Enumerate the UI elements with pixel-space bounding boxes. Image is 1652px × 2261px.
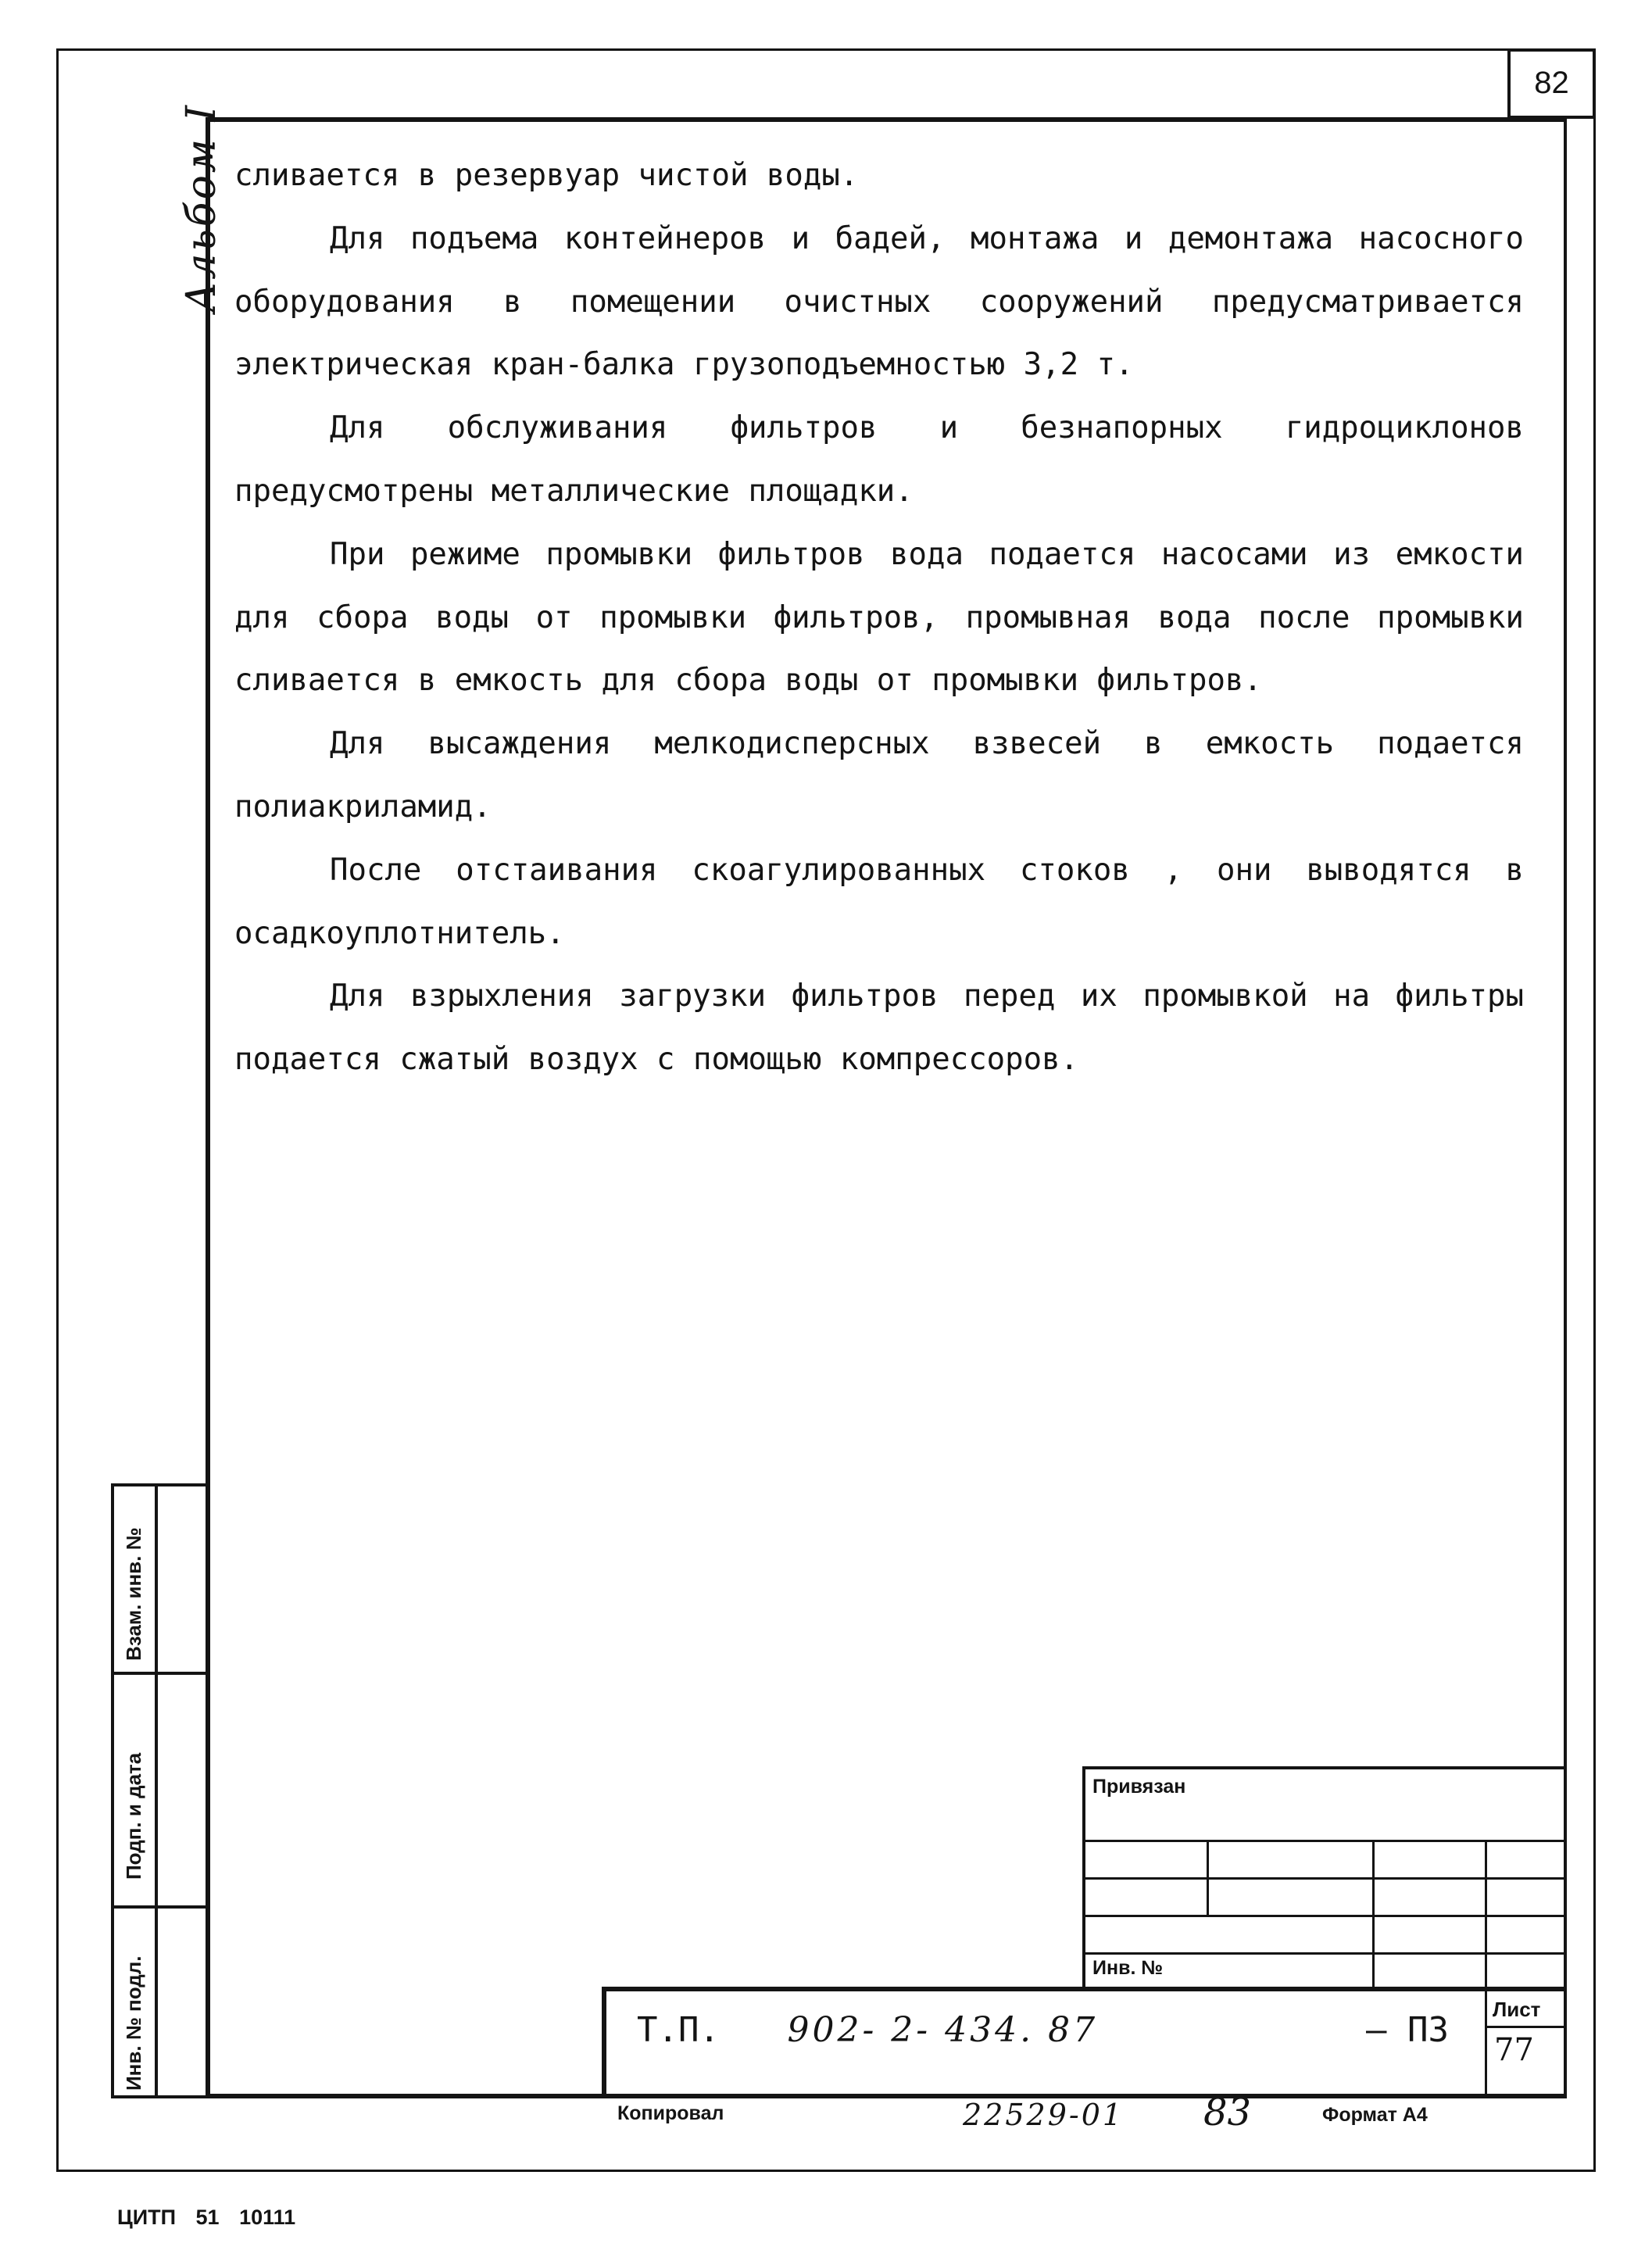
sheet-number: 77 <box>1494 2032 1534 2068</box>
copy-number: 22529-01 <box>963 2098 1125 2132</box>
format-label: Формат А4 <box>1322 2104 1428 2126</box>
title-block-line <box>602 1987 606 2098</box>
designation-number: 902- 2- 434. 87 <box>787 2010 1099 2050</box>
title-block-line <box>1082 1877 1567 1880</box>
title-block-line <box>1372 1840 1375 1991</box>
copy-page: 83 <box>1203 2091 1252 2134</box>
side-strip-divider <box>155 1483 158 2098</box>
print-code: ЦИТП 51 10111 <box>117 2206 296 2229</box>
title-block-line <box>1485 1840 1487 2098</box>
designation-prefix: Т.П. <box>637 2010 720 2050</box>
sheet-label: Лист <box>1493 1998 1541 2021</box>
title-block-line <box>1082 1840 1567 1842</box>
podp-data-label: Подп. и дата <box>122 1752 145 1880</box>
document-body <box>234 145 1524 1092</box>
title-block-line <box>1082 1915 1567 1917</box>
paragraph: Для подъема контейнеров и бадей, монтажа и демонтажа насосного оборудования в помещении очистных сооружений предусматривается электрическая кран-балка грузоподъемностью 3,2 т. <box>234 220 1524 383</box>
page-number-box <box>1507 48 1596 119</box>
side-strip-divider <box>111 1672 206 1675</box>
inv-no-label: Инв. № <box>1092 1957 1164 1979</box>
copied-by-label: Копировал <box>617 2102 724 2124</box>
paragraph: Для высаждения мелкодисперсных взвесей в емкость подается полиакриламид. <box>234 726 1524 825</box>
paragraph: При режиме промывки фильтров вода подается насосами из емкости для сбора воды от промывки фильтров, промывная вода после промывки сливается в емкость для сбора воды от промывки фильтров. <box>234 536 1524 699</box>
side-strip-divider <box>111 1905 206 1909</box>
page-number: 82 <box>1534 66 1569 100</box>
inv-podl-label: Инв. № подл. <box>122 1955 145 2091</box>
paragraph: Для взрыхления загрузки фильтров перед их промывкой на фильтры подается сжатый воздух с помощью компрессоров. <box>234 978 1524 1078</box>
vzam-inv-label: Взам. инв. № <box>122 1527 145 1661</box>
title-block-line <box>602 1987 1567 1991</box>
title-block-line <box>1207 1840 1209 1916</box>
title-block-line <box>1082 1766 1567 1769</box>
paragraph: сливается в резервуар чистой воды. <box>234 158 859 193</box>
privyazan-label: Привязан <box>1092 1776 1186 1798</box>
designation <box>637 2010 1098 2050</box>
paragraph: После отстаивания скоагулированных стоков , они выводятся в осадкоуплотнитель. <box>234 852 1524 951</box>
album-label: Альбом I <box>178 102 225 313</box>
doc-type: – ПЗ <box>1366 2010 1449 2050</box>
title-block-line <box>1082 1952 1567 1955</box>
title-block-line <box>1485 2026 1567 2028</box>
paragraph: Для обслуживания фильтров и безнапорных гидроциклонов предусмотрены металлические площадки. <box>234 410 1524 509</box>
